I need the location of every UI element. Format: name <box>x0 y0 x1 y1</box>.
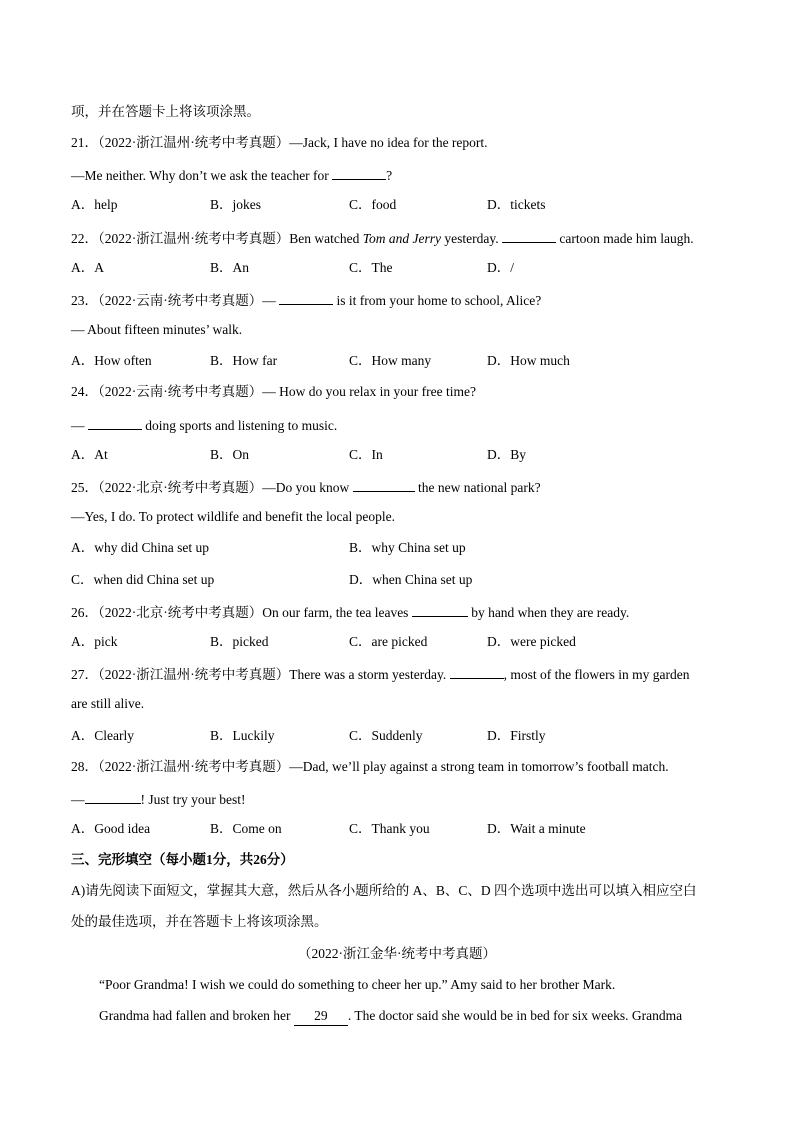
option-c: C．How many <box>349 353 432 368</box>
option-b: B．Come on <box>210 821 282 836</box>
question-25-stem <box>71 477 541 497</box>
question-27-line2: are still alive. <box>71 696 145 711</box>
option-a: A．A <box>71 260 104 275</box>
question-text: — <box>71 792 85 807</box>
question-text: the new national park? <box>414 480 541 495</box>
instruction-tail: 项，并在答题卡上将该项涂黑。 <box>71 104 260 119</box>
passage-text: . The doctor said she would be in bed for six weeks. Grandma <box>347 1008 683 1023</box>
option-b: B．picked <box>210 634 269 649</box>
question-text: —Jack, I have no idea for the report. <box>289 135 488 150</box>
question-22-stem <box>71 228 694 248</box>
option-a: A．why did China set up <box>71 540 209 555</box>
question-23-line2: — About fifteen minutes’ walk. <box>71 322 243 337</box>
option-a: A．Good idea <box>71 821 151 836</box>
question-number: 22． <box>71 231 98 246</box>
question-source: （2022·北京·统考中考真题） <box>98 480 263 495</box>
question-number: 28． <box>71 759 98 774</box>
question-number: 23． <box>71 293 98 308</box>
option-d: D．were picked <box>487 634 576 649</box>
question-source: （2022·云南·统考中考真题） <box>98 293 263 308</box>
option-b: B．Luckily <box>210 728 275 743</box>
question-text: — <box>262 293 280 308</box>
question-text: — How do you relax in your free time? <box>262 384 476 399</box>
question-number: 24． <box>71 384 98 399</box>
option-d: D．/ <box>487 260 514 275</box>
question-text: —Me neither. Why don’t we ask the teacher for <box>71 168 333 183</box>
answer-blank <box>85 789 141 804</box>
question-source: （2022·浙江温州·统考中考真题） <box>98 231 290 246</box>
question-28-stem <box>71 758 669 776</box>
option-b: B．jokes <box>210 197 262 212</box>
question-text: ? <box>386 168 393 183</box>
answer-blank <box>450 664 504 679</box>
option-d: D．How much <box>487 353 570 368</box>
answer-blank <box>88 415 142 430</box>
answer-blank <box>279 290 333 305</box>
option-b: B．On <box>210 447 250 462</box>
option-a: A．help <box>71 197 118 212</box>
question-text: yesterday. <box>441 231 502 246</box>
question-text: doing sports and listening to music. <box>141 418 338 433</box>
option-a: A．At <box>71 447 108 462</box>
question-21-line2 <box>71 165 392 185</box>
answer-blank <box>353 477 415 492</box>
title-italic: Tom and Jerry <box>362 231 441 246</box>
passage-text: Grandma had fallen and broken her <box>99 1008 294 1023</box>
option-d: D．Wait a minute <box>487 821 586 836</box>
option-d: D．By <box>487 447 527 462</box>
question-text: by hand when they are ready. <box>467 605 630 620</box>
question-number: 21． <box>71 135 98 150</box>
question-number: 26． <box>71 605 98 620</box>
section-instruction: 处的最佳选项，并在答题卡上将该项涂黑。 <box>71 914 328 929</box>
question-source: （2022·浙江温州·统考中考真题） <box>98 135 290 150</box>
answer-blank <box>332 165 386 180</box>
option-a: A．How often <box>71 353 152 368</box>
section-instruction: A)请先阅读下面短文，掌握其大意，然后从各小题所给的 A、B、C、D 四个选项中选出可以填入相应空白 <box>71 883 697 898</box>
option-c: C．In <box>349 447 383 462</box>
option-b: B．why China set up <box>349 540 466 555</box>
question-text: ! Just try your best! <box>140 792 246 807</box>
question-text: cartoon made him laugh. <box>555 231 694 246</box>
question-source: （2022·浙江温州·统考中考真题） <box>98 667 290 682</box>
question-28-line2 <box>71 789 246 809</box>
question-text: , most of the flowers in my garden <box>503 667 690 682</box>
passage-source: （2022·浙江金华·统考中考真题） <box>298 946 496 961</box>
option-b: B．An <box>210 260 250 275</box>
answer-blank <box>412 602 468 617</box>
passage-paragraph <box>99 1007 682 1026</box>
question-text: On our farm, the tea leaves <box>262 605 412 620</box>
question-source: （2022·北京·统考中考真题） <box>98 605 263 620</box>
question-number: 25． <box>71 480 98 495</box>
option-b: B．How far <box>210 353 278 368</box>
question-27-stem <box>71 664 690 684</box>
question-source: （2022·浙江温州·统考中考真题） <box>98 759 290 774</box>
option-c: C．food <box>349 197 397 212</box>
question-text: is it from your home to school, Alice? <box>333 293 542 308</box>
option-d: D．tickets <box>487 197 546 212</box>
option-a: A．Clearly <box>71 728 134 743</box>
question-26-stem <box>71 602 629 622</box>
section-heading: 三、完形填空（每小题1分，共26分） <box>71 852 294 867</box>
question-source: （2022·云南·统考中考真题） <box>98 384 263 399</box>
answer-blank <box>502 228 556 243</box>
cloze-blank: 29 <box>294 1007 348 1026</box>
question-24-line2 <box>71 415 337 435</box>
option-c: C．are picked <box>349 634 428 649</box>
option-c: C．The <box>349 260 393 275</box>
question-23-stem <box>71 290 541 310</box>
question-text: — <box>71 418 88 433</box>
question-text: There was a storm yesterday. <box>289 667 450 682</box>
question-24-stem <box>71 383 476 401</box>
option-c: C．when did China set up <box>71 572 215 587</box>
option-c: C．Thank you <box>349 821 430 836</box>
passage-paragraph: “Poor Grandma! I wish we could do something to cheer her up.” Amy said to her brother Mark. <box>99 977 616 992</box>
question-text: —Dad, we’ll play against a strong team in tomorrow’s football match. <box>289 759 669 774</box>
question-text: —Do you know <box>262 480 353 495</box>
option-d: D．when China set up <box>349 572 473 587</box>
question-text: Ben watched <box>289 231 363 246</box>
question-25-line2: —Yes, I do. To protect wildlife and benefit the local people. <box>71 509 395 524</box>
question-21-stem <box>71 134 488 152</box>
option-c: C．Suddenly <box>349 728 423 743</box>
question-number: 27． <box>71 667 98 682</box>
option-a: A．pick <box>71 634 118 649</box>
option-d: D．Firstly <box>487 728 546 743</box>
